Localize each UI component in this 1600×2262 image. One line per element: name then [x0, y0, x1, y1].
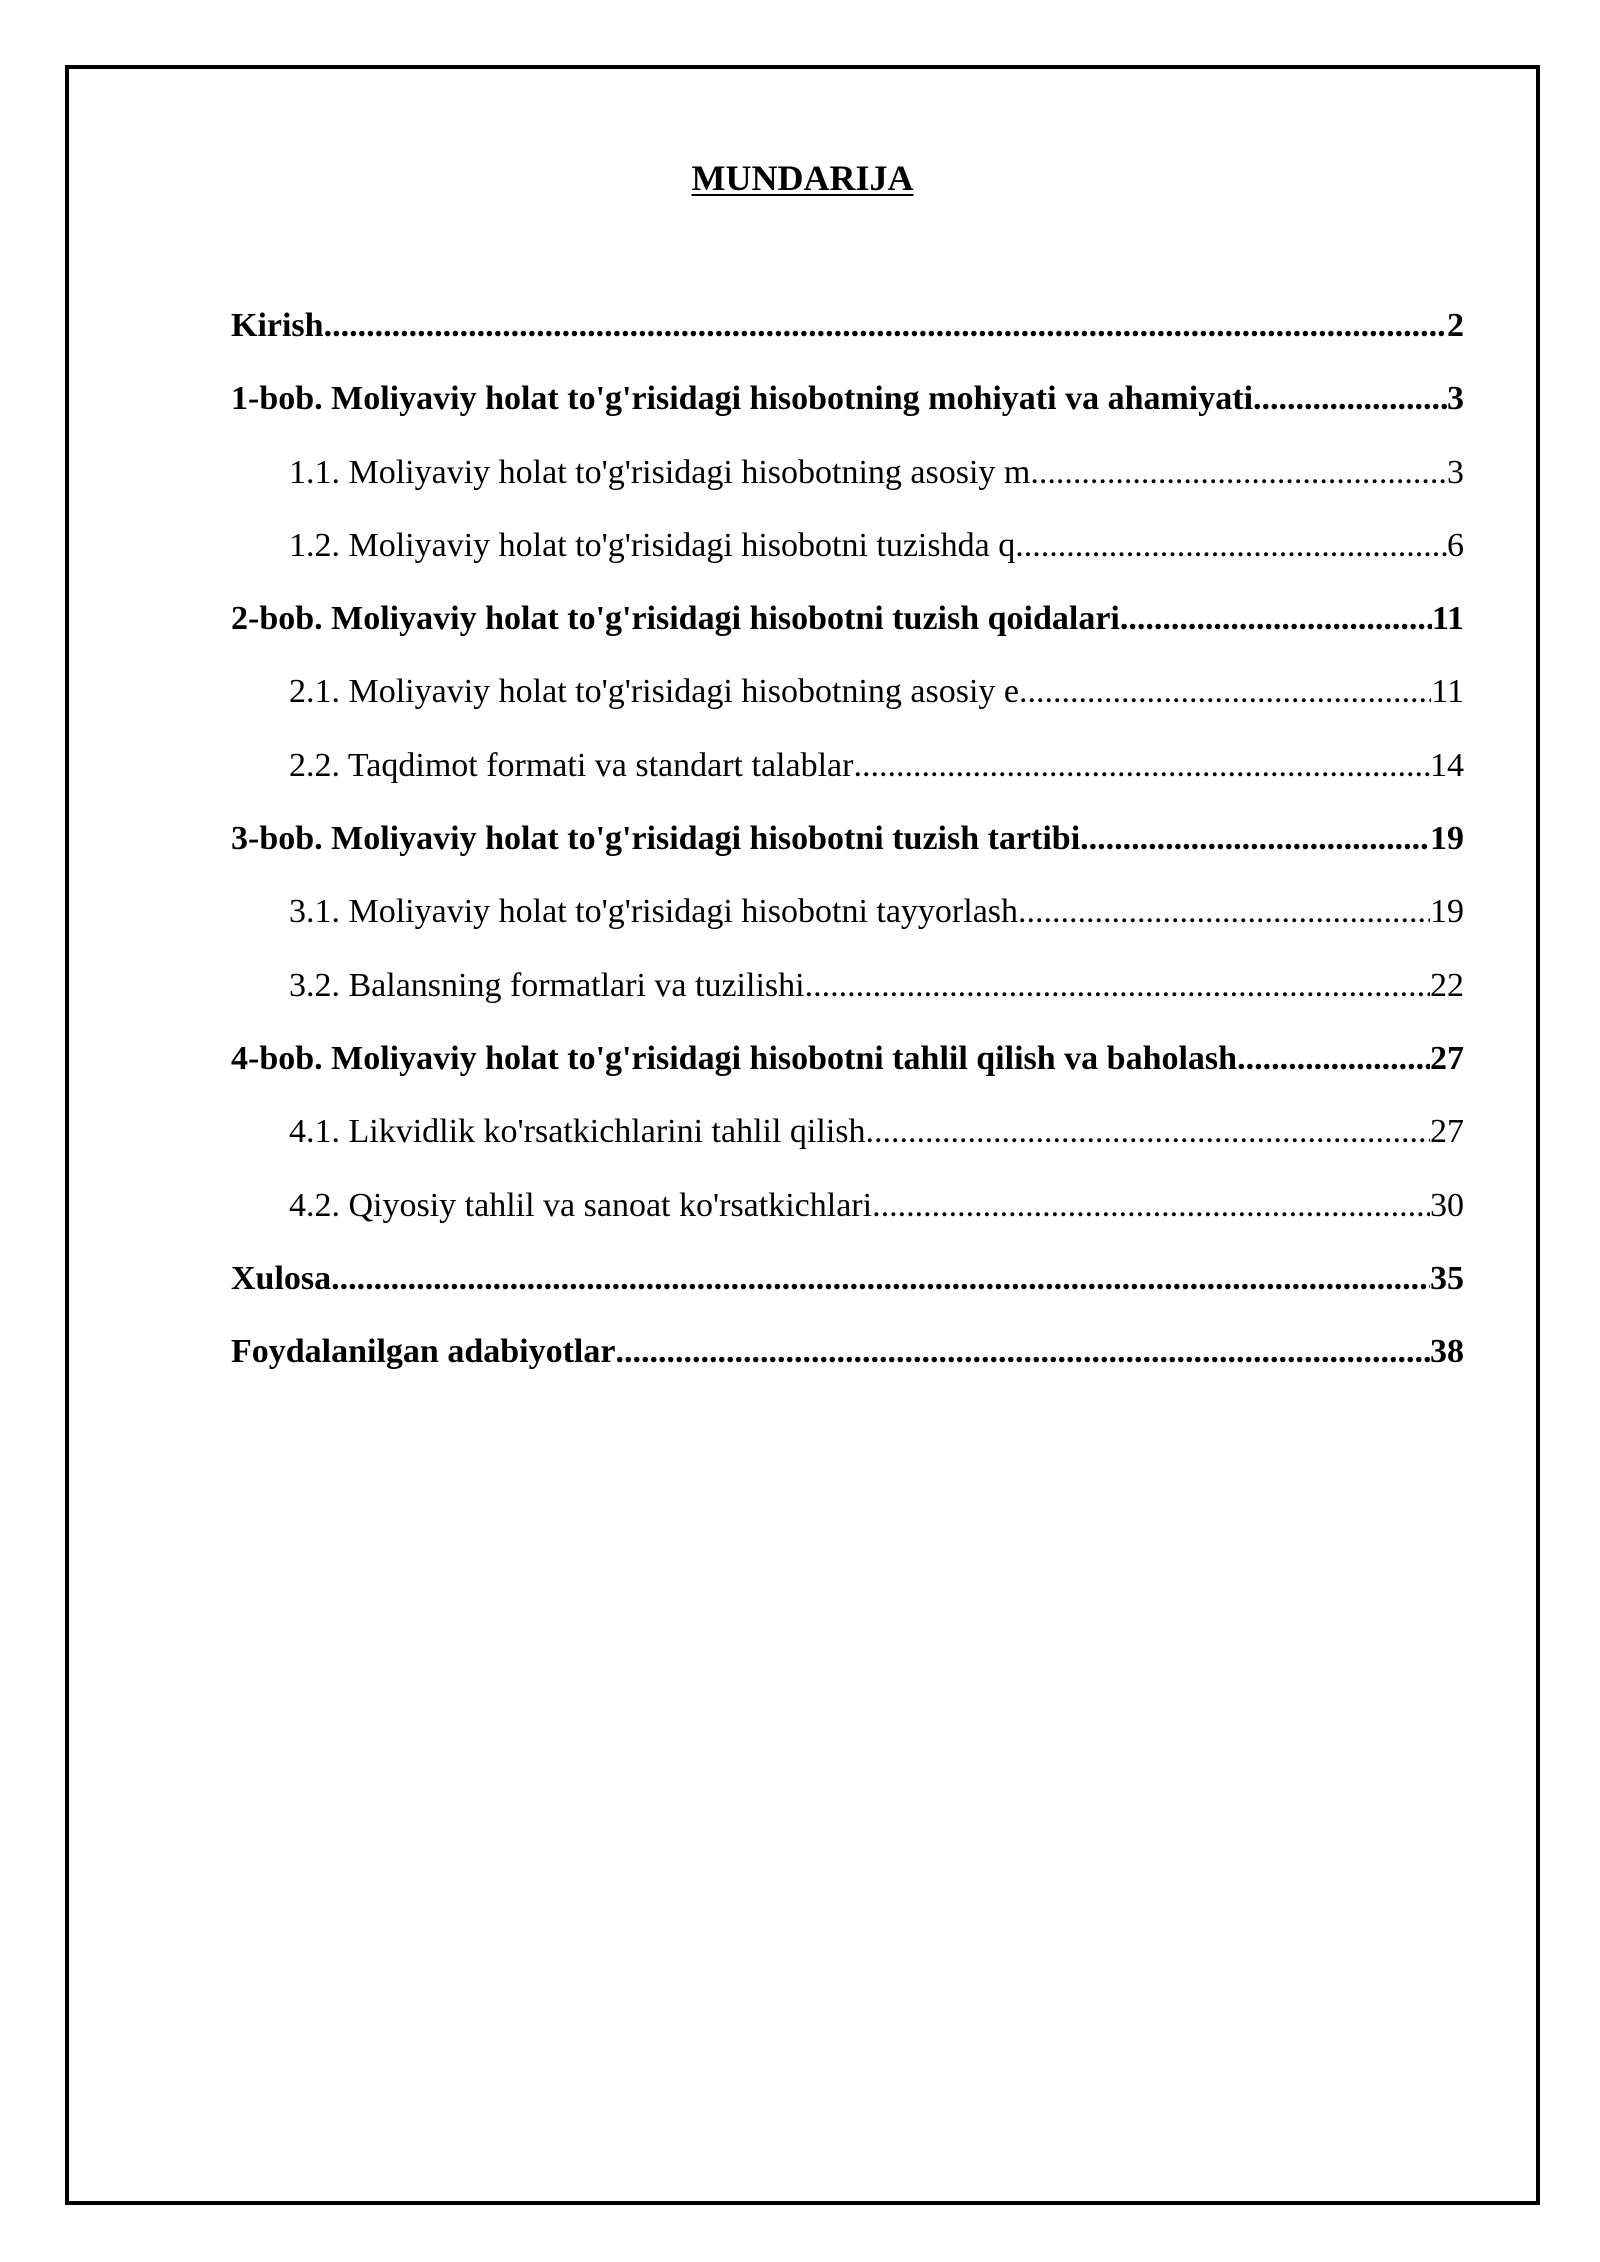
toc-section-entry[interactable] — [231, 655, 1464, 728]
page-title: MUNDARIJA — [691, 158, 914, 198]
toc-page-number: 27 — [1430, 1113, 1464, 1151]
toc-page-number: 19 — [1430, 820, 1464, 858]
toc-dot-leader — [853, 729, 1430, 802]
toc-dot-leader — [1120, 582, 1432, 655]
toc-entry-label: 3.2. Balansning formatlari va tuzilishi — [289, 966, 805, 1004]
toc-entry-label: 4-bob. Moliyaviy holat to'g'risidagi hisobotni tahlil qilish va baholash — [231, 1039, 1238, 1077]
toc-chapter-entry[interactable] — [231, 289, 1464, 362]
toc-chapter-entry[interactable] — [231, 362, 1464, 435]
toc-dot-leader — [805, 949, 1430, 1022]
toc-entry-label: 1.1. Moliyaviy holat to'g'risidagi hisobotning asosiy m — [289, 453, 1031, 491]
toc-entry-label: 2.1. Moliyaviy holat to'g'risidagi hisobotning asosiy e — [289, 673, 1019, 711]
toc-dot-leader — [331, 1242, 1430, 1315]
toc-page-number: 35 — [1430, 1259, 1464, 1297]
toc-entry-label: 1-bob. Moliyaviy holat to'g'risidagi hisobotning mohiyati va ahamiyati — [231, 380, 1254, 418]
toc-page-number: 30 — [1430, 1186, 1464, 1224]
toc-page-number: 11 — [1431, 600, 1464, 638]
toc-section-entry[interactable] — [231, 875, 1464, 948]
toc-page-number: 2 — [1447, 307, 1464, 344]
toc-page-number: 27 — [1430, 1039, 1464, 1077]
toc-dot-leader — [1019, 655, 1431, 728]
toc-dot-leader — [615, 1315, 1430, 1388]
page-frame — [65, 65, 1540, 2205]
toc-entry-label: 2-bob. Moliyaviy holat to'g'risidagi hisobotni tuzish qoidalari — [231, 600, 1120, 638]
toc-page-number: 38 — [1430, 1333, 1464, 1371]
toc-dot-leader — [324, 289, 1447, 362]
toc-page-number: 11 — [1431, 673, 1464, 711]
toc-dot-leader — [1015, 509, 1447, 582]
toc-page-number: 6 — [1447, 526, 1464, 564]
table-of-contents — [231, 289, 1464, 1388]
toc-section-entry[interactable] — [231, 949, 1464, 1022]
toc-dot-leader — [1237, 1022, 1430, 1095]
toc-section-entry[interactable] — [231, 729, 1464, 802]
toc-entry-label: 3.1. Moliyaviy holat to'g'risidagi hisobotni tayyorlash — [289, 893, 1019, 931]
toc-chapter-entry[interactable] — [231, 1242, 1464, 1315]
toc-section-entry[interactable] — [231, 1095, 1464, 1168]
toc-dot-leader — [1253, 362, 1447, 435]
toc-page-number: 14 — [1430, 746, 1464, 784]
toc-entry-label: 4.1. Likvidlik ko'rsatkichlarini tahlil qilish — [289, 1113, 866, 1151]
toc-page-number: 3 — [1447, 380, 1464, 418]
toc-chapter-entry[interactable] — [231, 802, 1464, 875]
toc-entry-label: 4.2. Qiyosiy tahlil va sanoat ko'rsatkichlari — [289, 1186, 873, 1224]
toc-chapter-entry[interactable] — [231, 582, 1464, 655]
toc-section-entry[interactable] — [231, 436, 1464, 509]
toc-dot-leader — [866, 1095, 1430, 1168]
toc-section-entry[interactable] — [231, 1169, 1464, 1242]
toc-entry-label: Xulosa — [231, 1259, 332, 1297]
toc-entry-label: Kirish — [231, 307, 324, 344]
toc-entry-label: 3-bob. Moliyaviy holat to'g'risidagi hisobotni tuzish tartibi — [231, 820, 1081, 858]
toc-entry-label: 1.2. Moliyaviy holat to'g'risidagi hisobotni tuzishda q — [289, 526, 1016, 564]
toc-chapter-entry[interactable] — [231, 1315, 1464, 1388]
toc-page-number: 19 — [1430, 893, 1464, 931]
toc-entry-label: 2.2. Taqdimot formati va standart talablar — [289, 746, 854, 784]
toc-dot-leader — [1080, 802, 1430, 875]
toc-page-number: 3 — [1447, 453, 1464, 491]
toc-dot-leader — [872, 1169, 1430, 1242]
toc-dot-leader — [1030, 436, 1447, 509]
toc-dot-leader — [1018, 875, 1430, 948]
toc-page-number: 22 — [1430, 966, 1464, 1004]
toc-chapter-entry[interactable] — [231, 1022, 1464, 1095]
toc-entry-label: Foydalanilgan adabiyotlar — [231, 1333, 616, 1371]
toc-section-entry[interactable] — [231, 509, 1464, 582]
